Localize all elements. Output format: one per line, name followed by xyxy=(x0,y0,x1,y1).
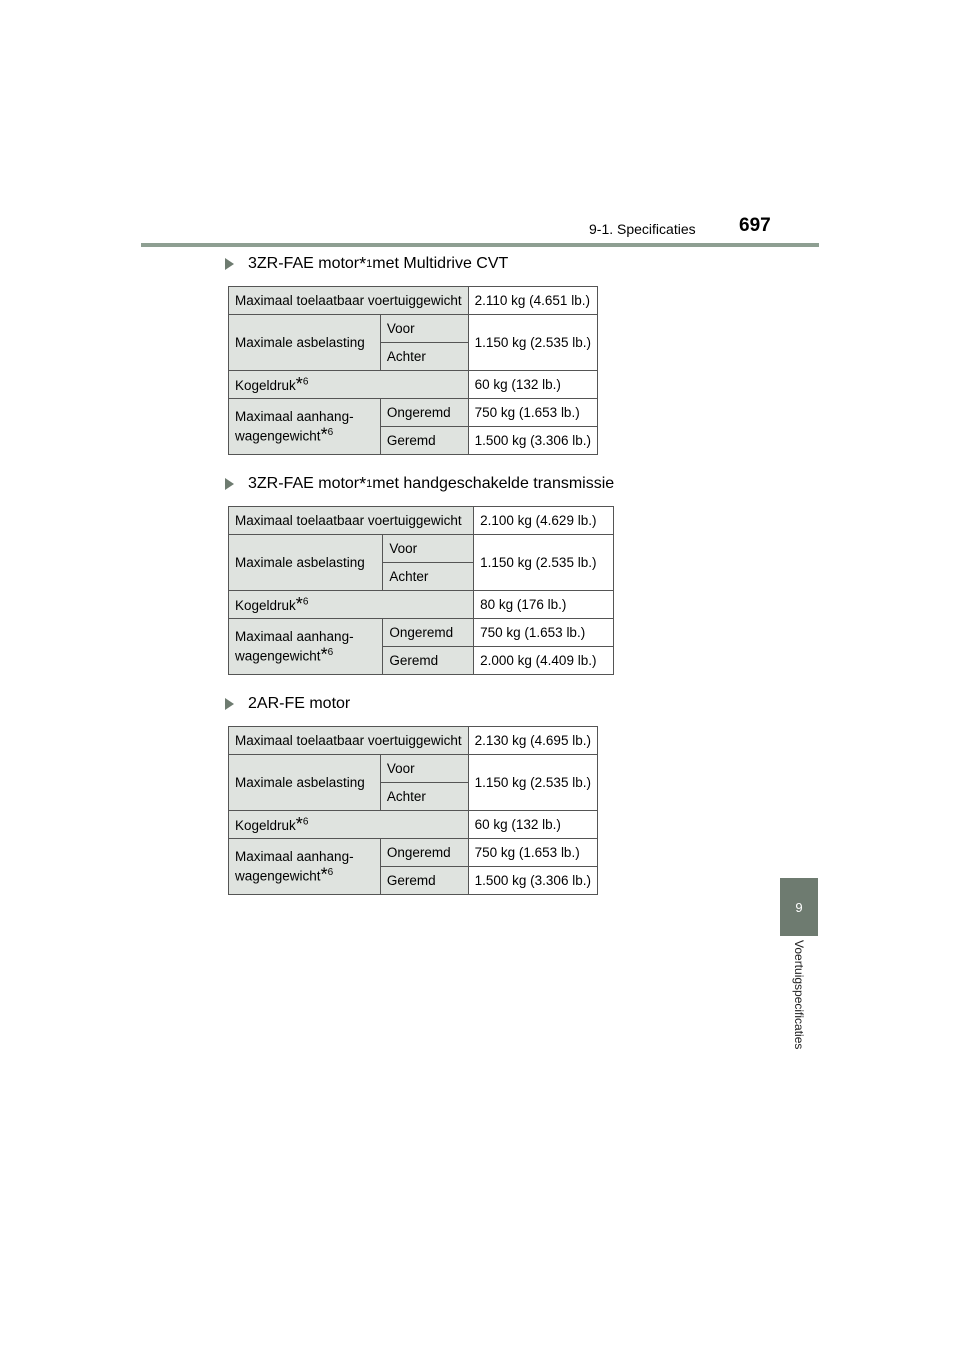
table-row: Geremd 2.000 kg (4.409 lb.) xyxy=(229,647,614,675)
table-row: Geremd 1.500 kg (3.306 lb.) xyxy=(229,427,598,455)
page-number: 697 xyxy=(739,215,771,236)
heading-text: 3ZR-FAE motor xyxy=(248,255,360,272)
heading-text: 2AR-FE motor xyxy=(248,695,351,712)
chapter-tab[interactable]: 9 xyxy=(780,878,818,936)
table-row: Achter xyxy=(229,343,598,371)
table-row: Maximaal toelaatbaar voertuiggewicht 2.100 kg (4.629 lb.) xyxy=(229,507,614,535)
heading-text: 3ZR-FAE motor xyxy=(248,475,360,492)
spec-block xyxy=(219,473,615,668)
table-row: Achter xyxy=(229,783,598,811)
table-row: Kogeldruk*$^6$ 80 kg (176 lb.) xyxy=(229,591,614,619)
bullet-triangle-icon xyxy=(225,478,234,490)
block-heading: 3ZR-FAE motor * 1 met Multidrive CVT xyxy=(219,253,508,275)
table-row: Kogeldruk*$^6$ 60 kg (132 lb.) xyxy=(229,371,598,399)
block-heading: 3ZR-FAE motor * 1 met handgeschakelde transmissie xyxy=(219,473,614,495)
block-heading xyxy=(219,693,350,715)
table-row: Maximaal toelaatbaar voertuiggewicht 2.130 kg (4.695 lb.) xyxy=(229,727,598,755)
spec-table xyxy=(228,726,598,895)
table-row: Maximaal aanhang- wagengewicht*$^6$ Ongeremd 750 kg (1.653 lb.) xyxy=(229,399,598,427)
chapter-label-text: Voertuigspecificaties xyxy=(792,940,806,1050)
page-header xyxy=(0,0,960,250)
spec-table xyxy=(228,286,598,455)
table-row: Maximaal toelaatbaar voertuiggewicht 2.110 kg (4.651 lb.) xyxy=(229,287,598,315)
table-row: Achter xyxy=(229,563,614,591)
table-row: Kogeldruk*$^6$ 60 kg (132 lb.) xyxy=(229,811,598,839)
spec-table xyxy=(228,506,614,675)
bullet-triangle-icon xyxy=(225,258,234,270)
table-row: Maximale asbelasting Voor 1.150 kg (2.535 lb.) xyxy=(229,755,598,783)
table-row: Maximaal aanhang- wagengewicht*$^6$ Ongeremd 750 kg (1.653 lb.) xyxy=(229,839,598,867)
table-row: Maximale asbelasting Voor 1.150 kg (2.535 lb.) xyxy=(229,535,614,563)
spec-block xyxy=(219,253,591,448)
table-row: Maximaal aanhang- wagengewicht*$^6$ Ongeremd 750 kg (1.653 lb.) xyxy=(229,619,614,647)
chapter-label xyxy=(780,940,818,1080)
spec-block xyxy=(219,693,591,888)
bullet-triangle-icon xyxy=(225,698,234,710)
header-rule xyxy=(141,243,819,247)
table-row: Geremd 1.500 kg (3.306 lb.) xyxy=(229,867,598,895)
table-row: Maximale asbelasting Voor 1.150 kg (2.535 lb.) xyxy=(229,315,598,343)
section-title: 9-1. Specificaties xyxy=(589,221,696,237)
